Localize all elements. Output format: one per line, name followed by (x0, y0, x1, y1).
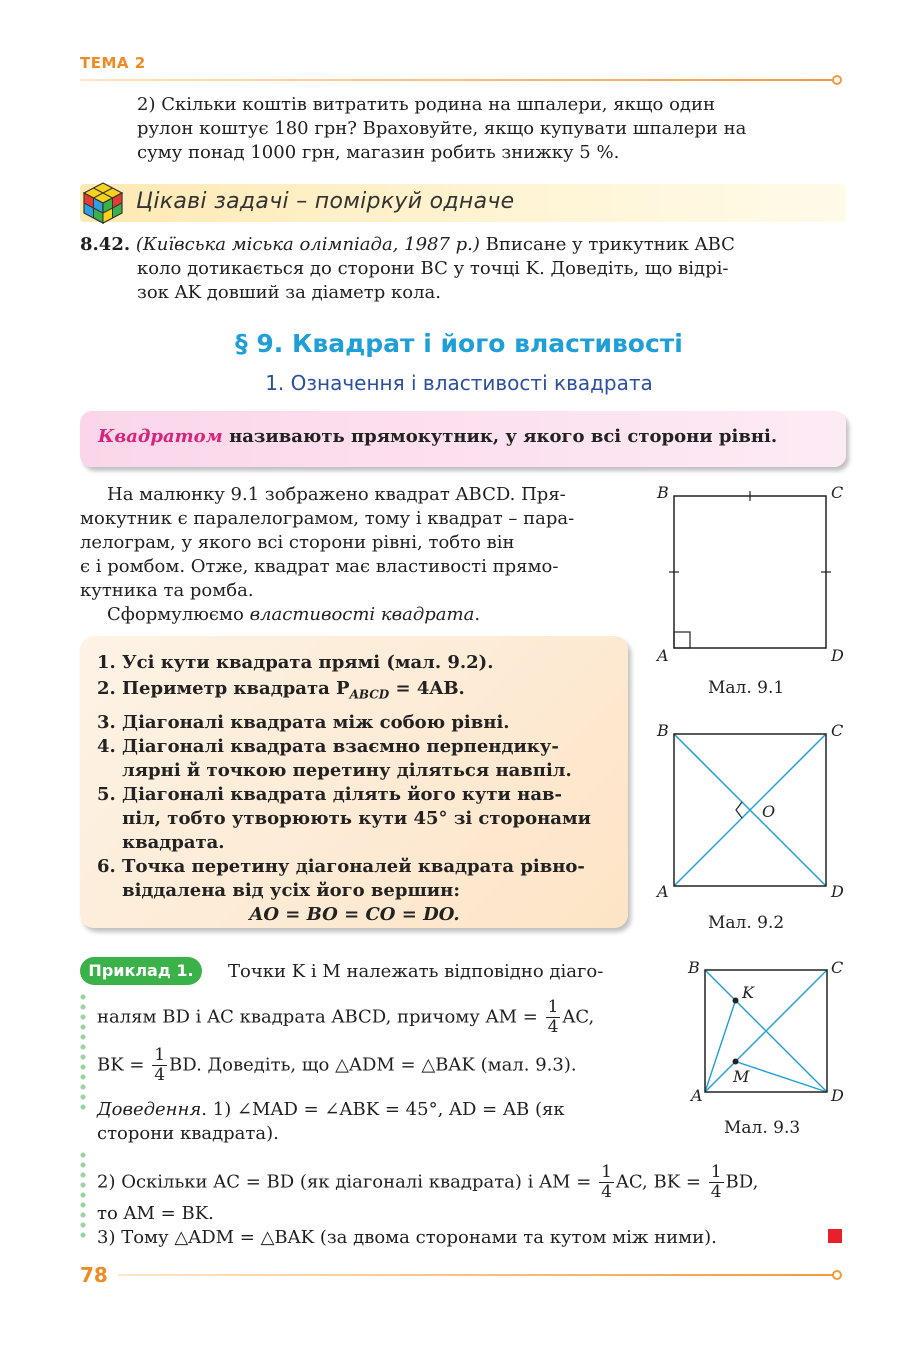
task-line: 2) Скільки коштів витратить родина на шпалери, якщо один (137, 94, 716, 115)
header-rule (80, 79, 834, 81)
header-rule-dot (832, 75, 842, 85)
example-text-part: AC, (562, 1006, 595, 1028)
property-equation: AO = BO = CO = DO. (249, 903, 460, 925)
problem-8-42 (80, 233, 845, 305)
example-text-part: BK = (97, 1054, 145, 1076)
property-item: 1. Усі кути квадрата прямі (мал. 9.2). (97, 652, 494, 673)
property-item: 4. Діагоналі квадрата взаємно перпендику- (97, 735, 559, 757)
section-subtitle: 1. Означення і властивості квадрата (265, 371, 653, 395)
label-b: B (657, 721, 669, 740)
property-item: віддалена від усіх його вершин: (97, 879, 460, 901)
property-item: лярні й точкою перетину діляться навпіл. (97, 759, 572, 781)
intro-line: мокутник є паралелограмом, тому і квадрат – пара- (80, 508, 575, 529)
property-perimeter-sub: ABCD (349, 687, 390, 702)
proof-label: Доведення (97, 1099, 202, 1120)
label-m: M (733, 1067, 750, 1086)
fraction-num: 1 (710, 1162, 722, 1182)
property-perimeter-rest: = 4AB. (389, 678, 465, 699)
example-text: Точки K і M належать відповідно діаго- (228, 961, 604, 982)
label-b: B (657, 483, 669, 502)
formulate-text: Сформулюємо (107, 604, 250, 625)
figure-caption: Мал. 9.2 (708, 913, 785, 933)
fraction (546, 998, 561, 1037)
rubik-cube-icon (80, 180, 126, 226)
intro-line: лелограм, у якого всі сторони рівні, тобто він (80, 532, 515, 553)
intro-paragraph (80, 483, 633, 627)
problem-text: Вписане у трикутник ABC (485, 234, 735, 255)
proof-line (97, 1098, 565, 1122)
problem-text: коло дотикається до сторони BC у точці K. Доведіть, що відрі- (137, 258, 729, 279)
fraction-den: 4 (601, 1182, 612, 1202)
definition-term: Квадратом (98, 426, 223, 447)
properties-list (97, 651, 612, 927)
proof-line: сторони квадрата). (97, 1123, 279, 1144)
label-a: A (657, 882, 669, 901)
intro-line: На малюнку 9.1 зображено квадрат ABCD. Пря- (107, 484, 566, 505)
proof-text: 2) Оскільки AC = BD (як діагоналі квадрата) і AM = (97, 1171, 592, 1193)
page-number: 78 (80, 1263, 108, 1287)
property-item: 6. Точка перетину діагоналей квадрата рівно- (97, 855, 585, 877)
label-c: C (831, 483, 844, 502)
property-item: піл, тобто утворюють кути 45° зі сторонами (97, 807, 591, 829)
property-item (97, 677, 612, 707)
fraction-den: 4 (547, 1017, 559, 1037)
figure-9-3 (685, 958, 850, 1108)
proof-text: BD, (725, 1171, 759, 1193)
proof-text: AC, BK = (615, 1171, 701, 1193)
proof-line: 3) Тому △ADM = △BAK (за двома сторонами та кутом між ними). (97, 1227, 717, 1248)
footer-rule (118, 1274, 834, 1276)
proof-line (97, 1163, 758, 1202)
label-k: K (742, 983, 754, 1002)
fraction (152, 1046, 167, 1085)
property-perimeter-text: 2. Периметр квадрата P (97, 678, 350, 699)
dotted-margin (80, 992, 86, 1112)
fraction (709, 1163, 724, 1202)
fraction-den: 4 (710, 1182, 722, 1202)
label-a: A (657, 646, 669, 665)
fun-tasks-title: Цікаві задачі – поміркуй одначе (136, 189, 515, 214)
fraction (599, 1163, 614, 1202)
formulate-em: властивості квадрата (249, 604, 475, 625)
intro-line: кутника та ромба. (80, 580, 254, 601)
example-text (97, 1046, 577, 1085)
theme-label: ТЕМА 2 (80, 54, 146, 72)
end-of-proof-square (828, 1229, 842, 1243)
proof-line: то AM = BK. (97, 1203, 214, 1224)
problem-number: 8.42. (80, 234, 131, 255)
figure-caption: Мал. 9.3 (724, 1118, 801, 1138)
footer-rule-dot (832, 1270, 842, 1280)
dotted-margin (80, 1150, 86, 1240)
label-d: D (831, 882, 844, 901)
label-c: C (831, 721, 844, 740)
property-item: 5. Діагоналі квадрата ділять його кути нав- (97, 783, 562, 805)
label-o: O (762, 802, 776, 821)
label-d: D (831, 646, 844, 665)
label-a: A (691, 1086, 703, 1105)
label-c: C (831, 958, 844, 977)
proof-text: . 1) ∠MAD = ∠ABK = 45°, AD = AB (як (201, 1099, 565, 1120)
property-item: квадрата. (97, 831, 225, 853)
label-b: B (688, 958, 700, 977)
example-text (97, 998, 594, 1037)
property-item: 3. Діагоналі квадрата між собою рівні. (97, 711, 510, 733)
fraction-num: 1 (547, 997, 559, 1017)
example-badge: Приклад 1. (80, 957, 202, 985)
intro-line: є і ромбом. Отже, квадрат має властивості прямо- (80, 556, 559, 577)
figure-9-2 (650, 718, 850, 908)
problem-source: (Київська міська олімпіада, 1987 р.) (135, 234, 480, 255)
definition-body: називають прямокутник, у якого всі сторони рівні. (222, 426, 778, 447)
section-title: § 9. Квадрат і його властивості (235, 329, 683, 358)
fraction-num: 1 (601, 1162, 612, 1182)
label-d: D (831, 1086, 844, 1105)
fraction-den: 4 (154, 1065, 166, 1085)
figure-caption: Мал. 9.1 (708, 678, 785, 698)
definition-text (98, 426, 777, 447)
formulate-end: . (474, 604, 481, 625)
problem-text: зок AK довший за діаметр кола. (137, 282, 441, 303)
example-text-part: налям BD і AC квадрата ABCD, причому AM = (97, 1006, 538, 1028)
example-text-part: BD. Доведіть, що △ADM = △BAK (мал. 9.3). (169, 1054, 577, 1076)
fraction-num: 1 (154, 1045, 166, 1065)
task-intro (137, 93, 845, 165)
task-line: суму понад 1000 грн, магазин робить знижку 5 %. (137, 142, 620, 163)
figure-9-1 (650, 480, 850, 670)
task-line: рулон коштує 180 грн? Враховуйте, якщо купувати шпалери на (137, 118, 747, 139)
